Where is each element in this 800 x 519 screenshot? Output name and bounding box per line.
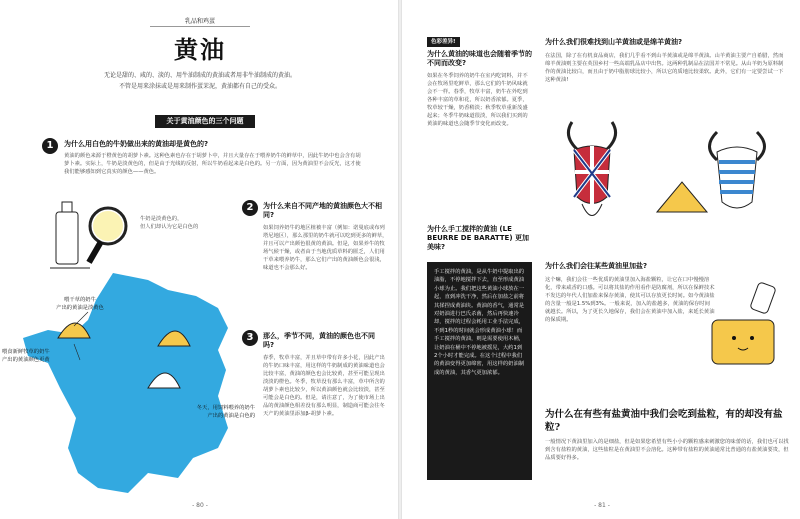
map-label-hay (30, 296, 130, 312)
question-3-number: 3 (242, 330, 258, 346)
question-1-title: 为什么用白色的牛奶做出来的黄油却是黄色的? (64, 140, 209, 148)
map-label-3: 喂食新鲜牧草的奶牛 (2, 349, 50, 355)
milk-caption-line-2: 但人们却认为它是白色的 (140, 224, 199, 230)
salt-question: 为什么我们会往某些黄油里加盐? (545, 262, 648, 270)
right-page-number: - 81 - (594, 502, 610, 509)
season-question: 为什么黄油的味道也会随着季节的不同而改变? (427, 50, 532, 67)
intro-line-1: 无论是甜的、咸的、淡的、用牛油制成的黄油或者用非牛油制成的黄油。 (103, 72, 296, 79)
sheep-head-icon (710, 132, 765, 208)
churn-question: 为什么手工搅拌的黄油 (LE BEURRE DE BARATTE) 更加美味? (427, 225, 529, 251)
page-title: 黄油 (174, 35, 226, 64)
salt-shaker-icon (750, 282, 776, 314)
left-page (0, 0, 398, 519)
salted-butter-illustration (702, 282, 797, 377)
intro (70, 70, 330, 92)
left-page-number: - 80 - (192, 502, 208, 509)
question-2-number: 2 (242, 200, 258, 216)
intro-line-2: 不管是用来涂抹或是用来制作蛋茉泥，黄油都有自己的受众。 (118, 83, 281, 90)
salt-body: 这个嘛，我们会往一些优质的黄油里加入海盐颗粒，让它在口中慢慢溶化，带来咸香的口感。可以将其盐的作用看作是防腐剂，所以在保鲜技术不发达的年代人们加盐来保存黄油，使其可以存放更长时间。如今黄油盐的含量一般是1.5%到3%。一般来说，加入的盐越多，黄油的保存时间就越长。所以，为了更长久地保存，我们会在黄油中加入盐，来延长黄油的保质期。 (545, 277, 715, 323)
map-label-1: 喂干草的奶牛 (64, 297, 96, 303)
churn-box (427, 262, 532, 480)
goat-body: 在法国，除了在有机食品商店，我们几乎看不到山羊黄油或是绵羊黄油。山羊黄油主要产自希腊，然而绵羊黄油则主要在英国乡村一些高端乳品店中出售。这两种乳制品在法国并不常见。从山羊奶为原料制作的黄油比较白，而且由于奶中脂肪球比较小，所以它的质地比较柔软。此外，它们有一定要尝试一下这种黄油! (545, 53, 784, 83)
section-label: 乳品和鸡蛋 (150, 16, 250, 27)
color-difference-tag: 色彩差异! (427, 37, 460, 47)
question-2-body: 如果饲养奶牛的地区植被丰富（例如：诺曼底或布列塔尼地区），那么那里的奶牛就可以吃到更多的鲜草，并且可以产出颜色很黄的黄油。但是，如果养牛的牧场气候干燥，或者由于当地优质草料的匮乏，人们用干草来喂养奶牛，那么它们产出的黄油颜色会很浅，味道也不会那么好。 (263, 225, 388, 271)
question-3-title: 那么，季节不同，黄油的颜色也不同吗? (263, 332, 375, 349)
question-1-number: 1 (42, 138, 58, 154)
salt-grain-body: 一般情况下黄油里加入的是细盐，但是如果您希望有些小小的颗粒感来刺激您的味蕾的话，我们也可以找到含有盐粒的黄油，这些盐粒是在黄油里不会溶化。这种带有盐粒的黄油通常比普通的有盐黄油要贵，但品质要好得多。 (545, 439, 789, 461)
map-label-4: 产出的黄油颜色更黄 (2, 357, 50, 363)
question-1-body: 黄油的颜色来源于橙黄色的胡萝卜素。这种色素也存在于胡萝卜中，并且大量存在于喂养奶牛的鲜草中，因此牛奶中也会含有胡萝卜素。实际上，牛奶是淡黄色的，但是由于光线的反射，所以牛奶看起来是白色的。另一方面，因为黄油里不会反光，这才使我们能够感知到它真实的颜色——黄色。 (64, 153, 361, 175)
section-banner: 关于黄油颜色的三个问题 (155, 115, 255, 128)
map-label-2: 产出的黄油是淡黄色 (56, 305, 104, 311)
season-body: 如果在冬季饲养的奶牛在室内吃饲料，并不会在牧场里吃鲜草，那么它们的牛奶风味就会不一样。春季，牧草丰富，奶牛在外吃到各种丰富的草和花，所以奶香浓郁。夏季，牧草较干燥，奶香稍淡；秋季牧草重新茂盛起来；冬季牛奶味道很淡，所以我们买到的黄油的味道也会随季节变化而改变。 (427, 73, 528, 127)
milk-caption (140, 215, 230, 231)
goat-sheep-illustration (552, 112, 792, 242)
butter-wedge-icon (657, 182, 707, 212)
question-2-title: 为什么来自不同产地的黄油颜色大不相同? (263, 202, 382, 219)
milk-caption-line-1: 牛奶是淡黄色的， (140, 216, 183, 222)
butter-character-icon (712, 320, 774, 364)
right-page (402, 0, 800, 519)
churn-body: 手工搅拌的黄油，是从牛奶中提取出的油脂，不停地搅拌下去，直至形成黄油小球为止。我们把这些黄油小球放在一起，直到冲洗干净，然后在加盐之前将其揉捏成黄油块。黄油的香气，通常是对奶油进行巴氏杀菌，然后再快速冷却，搅拌的过程会耗用工业手法完成，不到1秒的时间就会形成黄油小球！而手工搅拌的黄油，则是需要使用木桶，让奶油在桶中不停地被摇晃，大约1到2个小时才能完成。在这个过程中我们的黄油变得更加绵密，用这样的奶油制成的黄油，其香气更加浓郁。 (434, 269, 525, 376)
map-label-winter (145, 404, 255, 420)
goat-question: 为什么我们很难找到山羊黄油或是绵羊黄油? (545, 38, 683, 46)
map-label-6: 产出的黄油是白色的 (207, 413, 255, 419)
milk-bottle-illustration (50, 198, 160, 273)
salt-grain-question: 为什么在有些有盐黄油中我们会吃到盐粒，有的却没有盐粒? (545, 409, 783, 433)
map-label-5: 冬天，用饲料喂养的奶牛 (196, 405, 255, 411)
question-3-body: 春季，牧草丰富，并且草中带有许多小花，因此产出的牛奶口味丰富，用这样的牛奶制成的黄油味道也会比较丰富，黄油的颜色也会比较黄，甚至可能呈现出淡淡的橙色。冬季，牧草没有那么丰富，草中所含的胡萝卜素也比较少，所以黄油颜色就会比较淡，甚至可能会是白色的。但是，请注意了，为了使市场上出品的黄油颜色相差没有那么明显，制造商可能会往冬天产的黄油里添加β-胡萝卜素。 (263, 355, 385, 417)
map-label-grass (2, 348, 102, 364)
goat-head-icon (568, 122, 615, 216)
